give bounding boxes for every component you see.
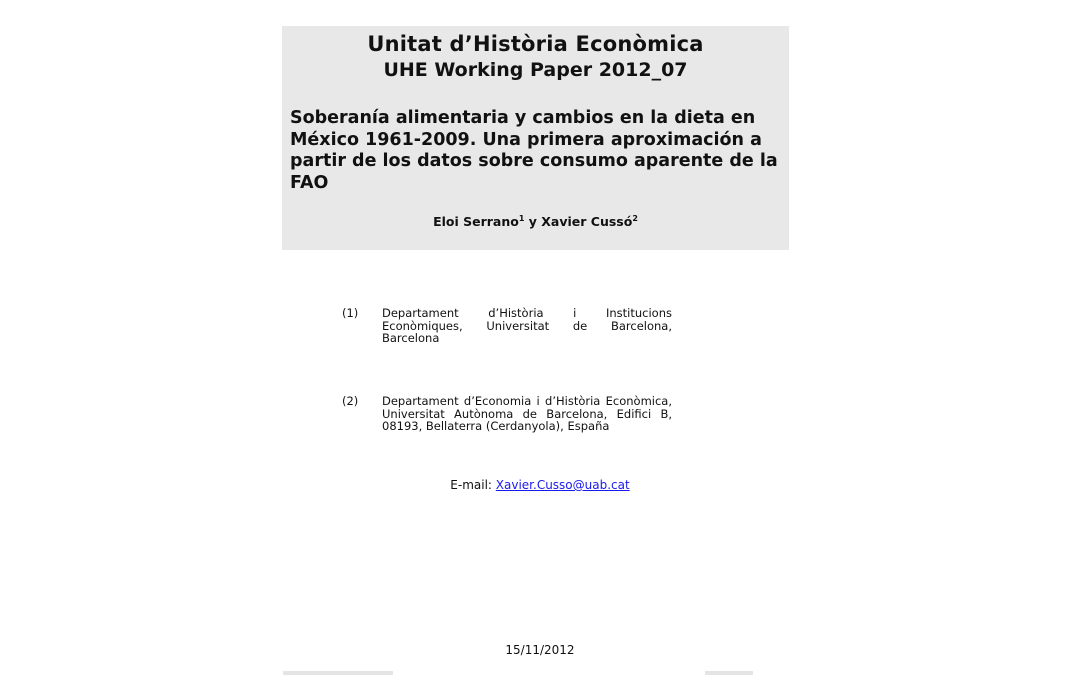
author-name: Xavier Cussó — [541, 214, 633, 229]
email-link[interactable]: Xavier.Cusso@uab.cat — [495, 478, 630, 492]
title-box — [282, 26, 789, 250]
publication-date: 15/11/2012 — [505, 643, 575, 657]
contact-email-line — [0, 478, 1080, 492]
paper-title: Soberanía alimentaria y cambios en la dieta en México 1961-2009. Una primera aproximación a partir de los datos sobre consumo aparente de la FAO — [290, 108, 778, 193]
cutoff-footer-text-right — [705, 671, 753, 675]
affiliation-1 — [342, 307, 672, 345]
affiliation-text: Departament d’Economia i d’Història Econòmica, Universitat Autònoma de Barcelona, Edifici B, 08193, Bellaterra (Cerdanyola), España — [382, 394, 672, 433]
cutoff-footer-text-left — [283, 671, 393, 675]
working-paper-number: UHE Working Paper 2012_07 — [383, 59, 688, 81]
affiliation-number: (1) — [342, 306, 359, 320]
email-label: E-mail: — [450, 478, 492, 492]
affiliation-text: Departament d’Història i Institucions Econòmiques, Universitat de Barcelona, Barcelona — [382, 306, 672, 345]
affiliation-2 — [342, 395, 672, 433]
affiliation-number: (2) — [342, 394, 359, 408]
author-conjunction: y — [528, 214, 537, 229]
author-affiliation-mark: 1 — [518, 214, 525, 223]
authors — [282, 214, 789, 229]
author-affiliation-mark: 2 — [632, 214, 638, 223]
institution-name: Unitat d’Història Econòmica — [367, 32, 704, 56]
author-name: Eloi Serrano — [433, 214, 519, 229]
